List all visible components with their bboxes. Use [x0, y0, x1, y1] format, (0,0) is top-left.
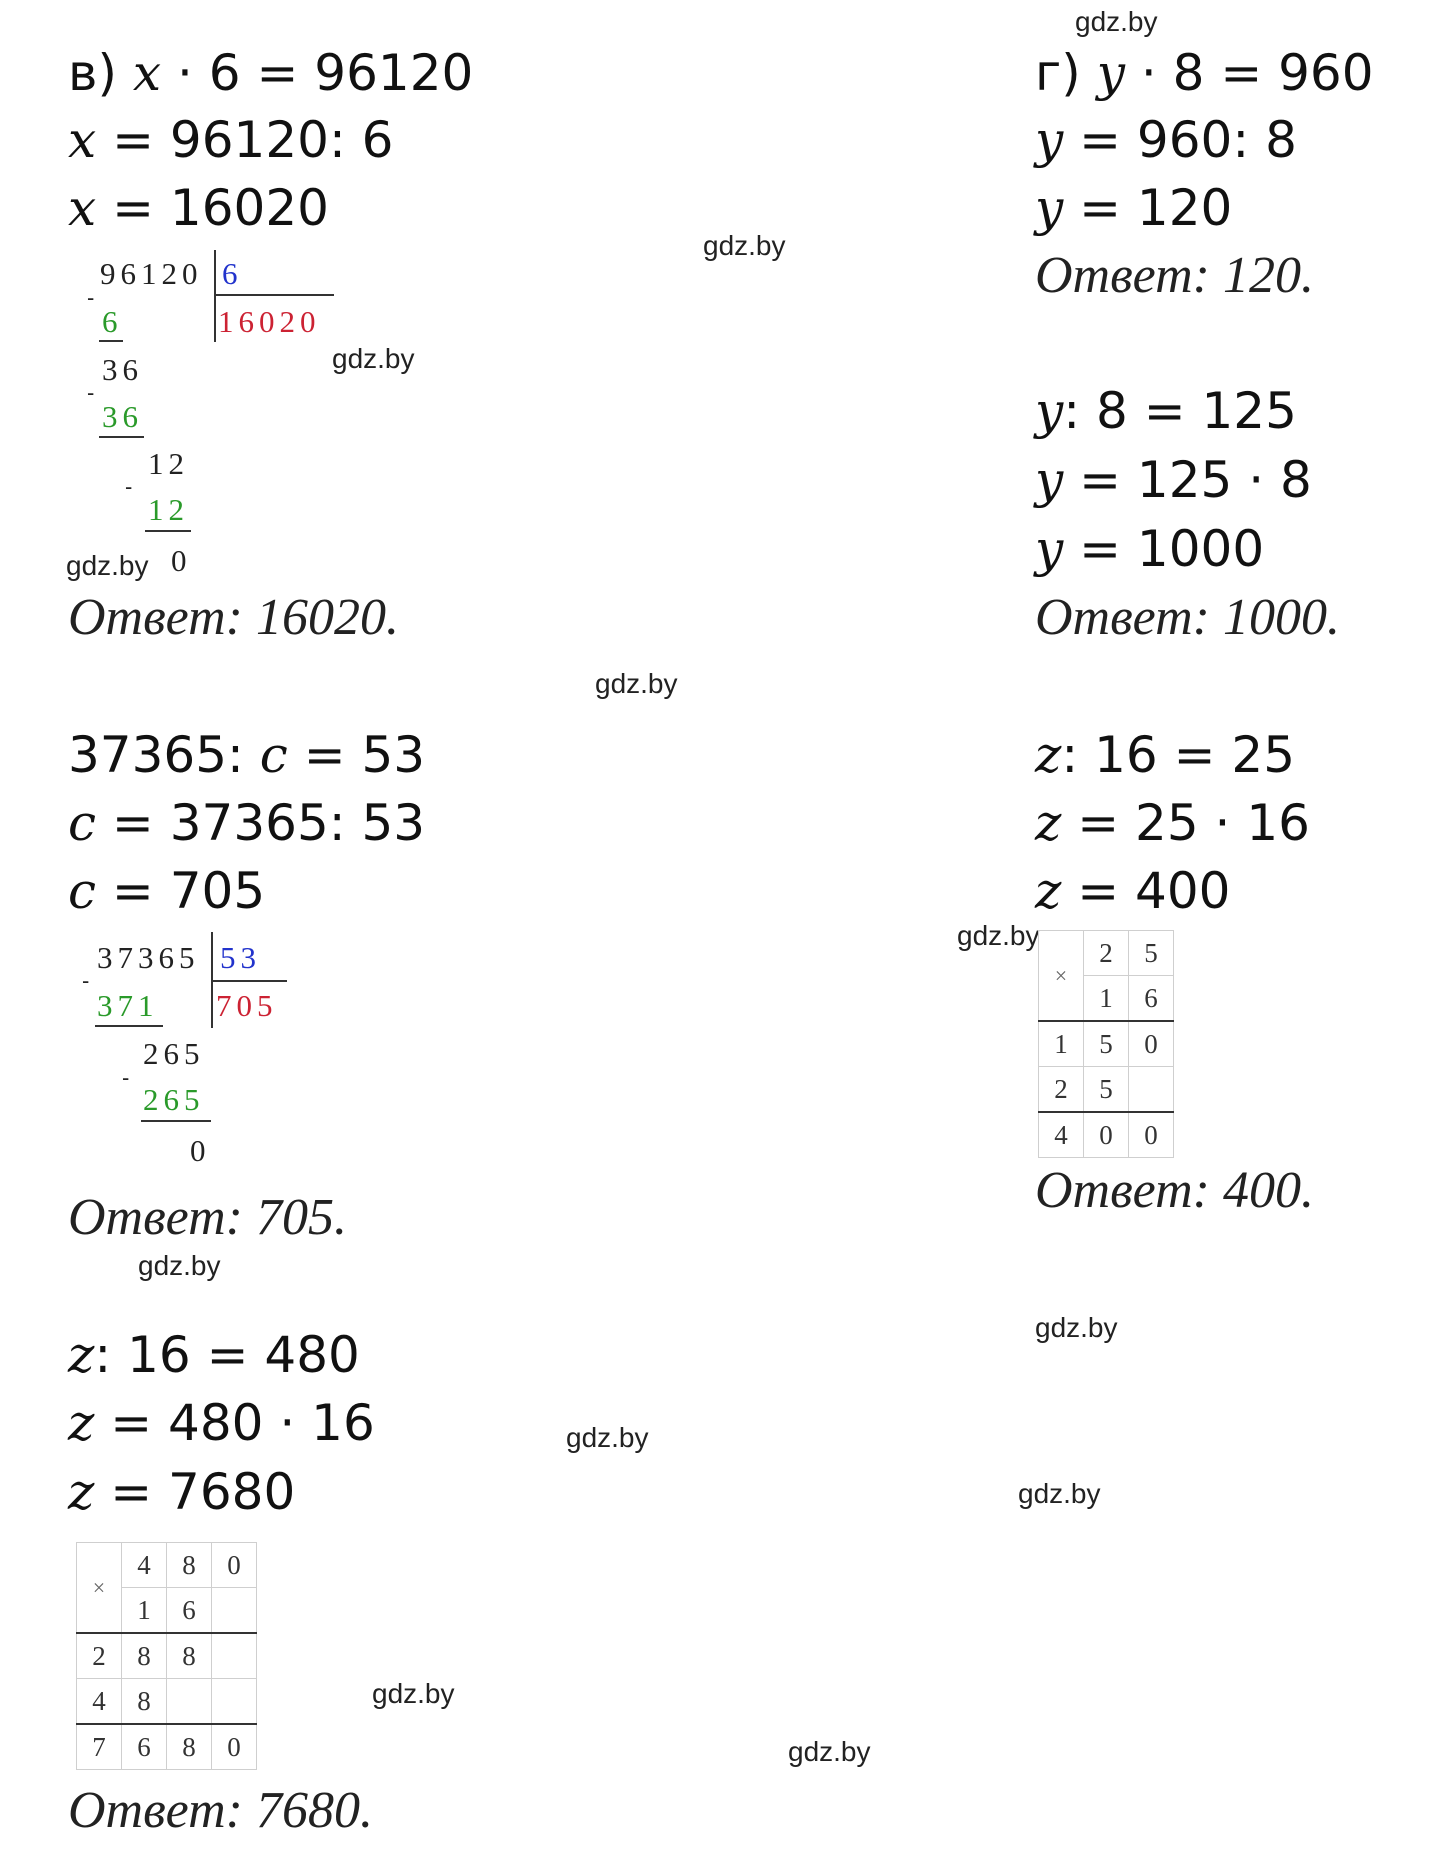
digit-cell: 5	[1084, 1021, 1129, 1067]
equation-line	[68, 794, 426, 852]
equation-text: = 400	[1061, 862, 1231, 920]
digit-cell: 1	[122, 1588, 167, 1634]
variable: x	[132, 44, 162, 102]
digit-cell: 0	[212, 1724, 257, 1770]
equation-text: = 53	[287, 726, 426, 784]
equation-line	[68, 44, 474, 102]
equation-text: 37365:	[68, 726, 260, 784]
underline	[145, 530, 191, 532]
watermark: gdz.by	[788, 1736, 871, 1767]
item-letter: в)	[68, 44, 117, 102]
digit-cell	[212, 1588, 257, 1634]
equation-text: = 125 · 8	[1063, 451, 1312, 509]
minus-sign: -	[125, 474, 133, 499]
answer: Ответ: 16020.	[68, 589, 399, 646]
digit-cell: 4	[1039, 1112, 1084, 1158]
digit-cell: 1	[1039, 1021, 1084, 1067]
answer: Ответ: 7680.	[68, 1782, 373, 1839]
variable: y	[1035, 179, 1064, 237]
equation-line	[1035, 862, 1231, 920]
variable: x	[68, 111, 97, 169]
equation-line	[68, 179, 329, 237]
variable: z	[68, 1463, 95, 1521]
dividend: 37365	[97, 940, 200, 975]
divisor: 6	[222, 256, 243, 291]
underline	[95, 1025, 163, 1027]
digit-cell: 2	[77, 1633, 122, 1679]
divisor: 53	[220, 940, 261, 975]
equation-line	[68, 1463, 296, 1521]
equation-line	[1035, 382, 1297, 440]
equation-text: = 16020	[96, 179, 329, 237]
variable: c	[68, 794, 97, 852]
equation-line	[1035, 451, 1312, 509]
minus-sign: -	[122, 1065, 130, 1090]
variable: y	[1035, 111, 1064, 169]
digit-cell: 6	[122, 1724, 167, 1770]
digit-cell: 8	[122, 1633, 167, 1679]
item-letter: г)	[1035, 44, 1081, 102]
digit-cell: 7	[77, 1724, 122, 1770]
watermark: gdz.by	[66, 550, 149, 581]
digit-cell: 4	[77, 1679, 122, 1725]
equation-text: : 8 = 125	[1063, 382, 1297, 440]
digit-cell: 0	[1129, 1021, 1174, 1067]
watermark: gdz.by	[1035, 1312, 1118, 1343]
digit-cell	[167, 1679, 212, 1725]
minus-sign: -	[87, 380, 95, 405]
equation-line	[68, 726, 426, 784]
equation-text: = 96120: 6	[96, 111, 394, 169]
equation-line	[68, 1326, 360, 1384]
remainder: 36	[102, 352, 143, 387]
watermark: gdz.by	[138, 1250, 221, 1281]
variable: z	[1035, 794, 1062, 852]
remainder: 0	[171, 543, 192, 578]
multiplication-grid	[1038, 930, 1174, 1158]
equation-text: = 120	[1063, 179, 1233, 237]
variable: x	[68, 179, 97, 237]
subtrahend: 371	[97, 988, 159, 1023]
equation-text: · 6 = 96120	[161, 44, 474, 102]
variable: z	[1035, 726, 1062, 784]
subtrahend: 12	[148, 492, 189, 527]
multiply-sign: ×	[1039, 931, 1084, 1022]
equation-text: = 7680	[94, 1463, 296, 1521]
equation-line	[1035, 520, 1265, 578]
equation-line	[68, 862, 266, 920]
digit-cell: 0	[212, 1543, 257, 1588]
equation-line	[68, 111, 394, 169]
answer: Ответ: 400.	[1035, 1162, 1314, 1219]
equation-line	[1035, 794, 1310, 852]
watermark: gdz.by	[566, 1422, 649, 1453]
remainder: 265	[143, 1036, 205, 1071]
watermark: gdz.by	[332, 343, 415, 374]
digit-cell: 0	[1129, 1112, 1174, 1158]
underline	[99, 436, 144, 438]
quotient: 705	[216, 988, 278, 1023]
answer: Ответ: 705.	[68, 1189, 347, 1246]
division-bar	[213, 980, 287, 982]
equation-text: = 1000	[1063, 520, 1265, 578]
digit-cell: 2	[1084, 931, 1129, 976]
variable: z	[1035, 862, 1062, 920]
digit-cell: 8	[167, 1633, 212, 1679]
equation-text: = 960: 8	[1063, 111, 1297, 169]
equation-line	[1035, 726, 1296, 784]
minus-sign: -	[82, 968, 90, 993]
digit-cell: 8	[167, 1724, 212, 1770]
answer: Ответ: 120.	[1035, 247, 1314, 304]
watermark: gdz.by	[372, 1678, 455, 1709]
variable: y	[1035, 451, 1064, 509]
underline	[99, 340, 123, 342]
remainder: 0	[190, 1133, 211, 1168]
digit-cell: 6	[167, 1588, 212, 1634]
variable: y	[1035, 382, 1064, 440]
equation-line	[1035, 44, 1374, 102]
variable: y	[1035, 520, 1064, 578]
equation-text: = 480 · 16	[94, 1394, 375, 1452]
digit-cell: 5	[1129, 931, 1174, 976]
digit-cell: 8	[167, 1543, 212, 1588]
multiplication-grid	[76, 1542, 257, 1770]
variable: c	[259, 726, 288, 784]
minus-sign: -	[87, 285, 95, 310]
watermark: gdz.by	[595, 668, 678, 699]
variable: z	[68, 1394, 95, 1452]
watermark: gdz.by	[703, 230, 786, 261]
equation-text: = 25 · 16	[1061, 794, 1310, 852]
equation-line	[68, 1394, 375, 1452]
variable: y	[1096, 44, 1125, 102]
equation-line	[1035, 179, 1233, 237]
multiply-sign: ×	[77, 1543, 122, 1634]
answer: Ответ: 1000.	[1035, 589, 1340, 646]
digit-cell: 0	[1084, 1112, 1129, 1158]
digit-cell	[1129, 1067, 1174, 1113]
division-bar	[214, 250, 216, 342]
equation-text: : 16 = 480	[94, 1326, 360, 1384]
dividend: 96120	[100, 256, 203, 291]
equation-text: = 37365: 53	[96, 794, 426, 852]
digit-cell: 4	[122, 1543, 167, 1588]
digit-cell: 6	[1129, 976, 1174, 1022]
underline	[141, 1120, 211, 1122]
equation-line	[1035, 111, 1297, 169]
digit-cell: 2	[1039, 1067, 1084, 1113]
digit-cell	[212, 1679, 257, 1725]
variable: z	[68, 1326, 95, 1384]
division-bar	[216, 294, 334, 296]
digit-cell: 1	[1084, 976, 1129, 1022]
watermark: gdz.by	[1018, 1478, 1101, 1509]
watermark: gdz.by	[957, 920, 1040, 951]
equation-text: · 8 = 960	[1124, 44, 1374, 102]
subtrahend: 6	[102, 304, 123, 339]
digit-cell	[212, 1633, 257, 1679]
equation-text: : 16 = 25	[1061, 726, 1296, 784]
digit-cell: 5	[1084, 1067, 1129, 1113]
subtrahend: 36	[102, 399, 143, 434]
equation-text: = 705	[96, 862, 266, 920]
quotient: 16020	[218, 304, 321, 339]
digit-cell: 8	[122, 1679, 167, 1725]
remainder: 12	[148, 446, 189, 481]
variable: c	[68, 862, 97, 920]
subtrahend: 265	[143, 1082, 205, 1117]
watermark: gdz.by	[1075, 6, 1158, 37]
